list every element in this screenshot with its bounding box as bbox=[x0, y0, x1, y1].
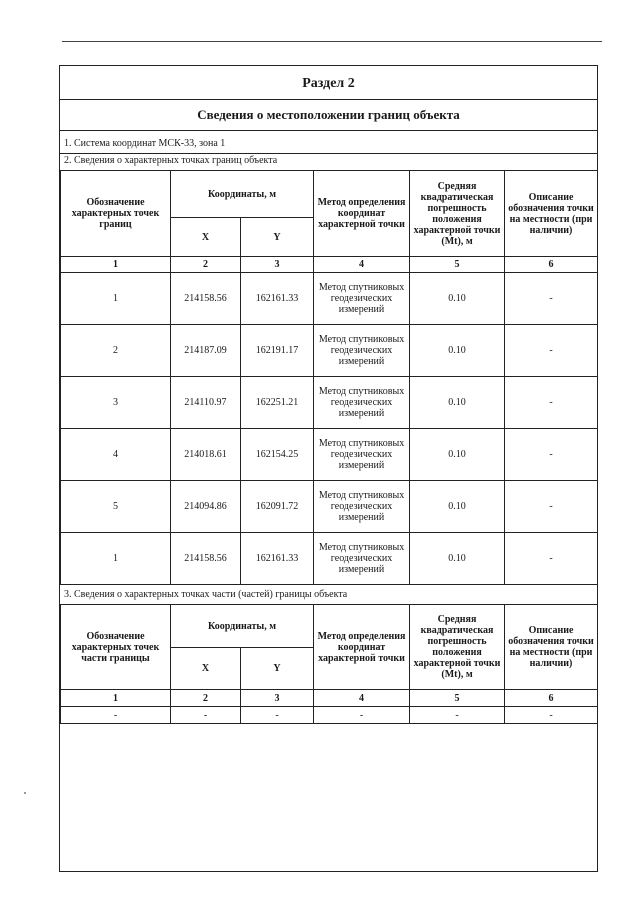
header-coords: Координаты, м bbox=[171, 171, 314, 218]
column-number-row bbox=[61, 257, 598, 273]
column-number: 5 bbox=[410, 690, 505, 707]
table-row bbox=[61, 273, 598, 325]
column-number: 3 bbox=[241, 690, 314, 707]
point-error: 0.10 bbox=[410, 273, 505, 325]
column-number: 6 bbox=[505, 690, 598, 707]
point-method: Метод спутниковых геодезических измерений bbox=[314, 377, 410, 429]
column-number: 1 bbox=[61, 257, 171, 273]
point-method: - bbox=[314, 707, 410, 724]
point-id: 2 bbox=[61, 325, 171, 377]
header-description: Описание обозначения точки на местности (при наличии) bbox=[505, 171, 598, 257]
header-error: Средняя квадратическая погрешность положения характерной точки (Mt), м bbox=[410, 171, 505, 257]
point-description: - bbox=[505, 273, 598, 325]
page-top-rule bbox=[62, 41, 602, 42]
column-number: 5 bbox=[410, 257, 505, 273]
column-number: 6 bbox=[505, 257, 598, 273]
header-designation: Обозначение характерных точек границ bbox=[61, 171, 171, 257]
column-number: 4 bbox=[314, 690, 410, 707]
table-row bbox=[61, 325, 598, 377]
point-id: 1 bbox=[61, 533, 171, 585]
header-method: Метод определения координат характерной точки bbox=[314, 171, 410, 257]
point-x: 214187.09 bbox=[171, 325, 241, 377]
point-y: 162161.33 bbox=[241, 273, 314, 325]
scan-speck bbox=[24, 792, 26, 794]
point-y: 162161.33 bbox=[241, 533, 314, 585]
point-y: 162091.72 bbox=[241, 481, 314, 533]
point-id: 3 bbox=[61, 377, 171, 429]
boundary-points-table bbox=[60, 170, 598, 585]
point-description: - bbox=[505, 377, 598, 429]
divider bbox=[60, 153, 597, 154]
part3-caption: 3. Сведения о характерных точках части (частей) границы объекта bbox=[64, 589, 348, 600]
column-number: 2 bbox=[171, 690, 241, 707]
header-x: X bbox=[171, 648, 241, 690]
point-x: - bbox=[171, 707, 241, 724]
header-x: X bbox=[171, 218, 241, 257]
point-x: 214018.61 bbox=[171, 429, 241, 481]
point-y: - bbox=[241, 707, 314, 724]
point-error: 0.10 bbox=[410, 429, 505, 481]
header-y: Y bbox=[241, 648, 314, 690]
coord-system-line: 1. Система координат МСК-33, зона 1 bbox=[64, 138, 226, 149]
point-error: 0.10 bbox=[410, 481, 505, 533]
point-y: 162154.25 bbox=[241, 429, 314, 481]
point-description: - bbox=[505, 325, 598, 377]
point-error: - bbox=[410, 707, 505, 724]
point-method: Метод спутниковых геодезических измерений bbox=[314, 429, 410, 481]
part-points-table bbox=[60, 604, 598, 724]
column-number: 4 bbox=[314, 257, 410, 273]
table-row bbox=[61, 429, 598, 481]
point-description: - bbox=[505, 481, 598, 533]
point-id: - bbox=[61, 707, 171, 724]
point-error: 0.10 bbox=[410, 325, 505, 377]
column-number-row bbox=[61, 690, 598, 707]
point-x: 214094.86 bbox=[171, 481, 241, 533]
point-description: - bbox=[505, 429, 598, 481]
header-method: Метод определения координат характерной точки bbox=[314, 605, 410, 690]
point-description: - bbox=[505, 533, 598, 585]
divider bbox=[60, 130, 597, 131]
point-error: 0.10 bbox=[410, 533, 505, 585]
point-error: 0.10 bbox=[410, 377, 505, 429]
section-subtitle: Сведения о местоположении границ объекта bbox=[197, 107, 460, 122]
point-y: 162251.21 bbox=[241, 377, 314, 429]
point-y: 162191.17 bbox=[241, 325, 314, 377]
header-designation-part: Обозначение характерных точек части границы bbox=[61, 605, 171, 690]
document-frame bbox=[59, 65, 598, 872]
header-description: Описание обозначения точки на местности (при наличии) bbox=[505, 605, 598, 690]
part2-caption: 2. Сведения о характерных точках границ объекта bbox=[64, 155, 278, 166]
table-row bbox=[61, 481, 598, 533]
header-coords: Координаты, м bbox=[171, 605, 314, 648]
column-number: 2 bbox=[171, 257, 241, 273]
table-row bbox=[61, 377, 598, 429]
section-title: Раздел 2 bbox=[302, 76, 355, 91]
point-id: 4 bbox=[61, 429, 171, 481]
point-description: - bbox=[505, 707, 598, 724]
point-method: Метод спутниковых геодезических измерений bbox=[314, 273, 410, 325]
point-x: 214158.56 bbox=[171, 273, 241, 325]
point-x: 214158.56 bbox=[171, 533, 241, 585]
column-number: 1 bbox=[61, 690, 171, 707]
point-x: 214110.97 bbox=[171, 377, 241, 429]
table-row bbox=[61, 707, 598, 724]
point-method: Метод спутниковых геодезических измерений bbox=[314, 533, 410, 585]
point-id: 1 bbox=[61, 273, 171, 325]
point-method: Метод спутниковых геодезических измерений bbox=[314, 325, 410, 377]
header-y: Y bbox=[241, 218, 314, 257]
divider bbox=[60, 99, 597, 100]
point-method: Метод спутниковых геодезических измерений bbox=[314, 481, 410, 533]
header-error: Средняя квадратическая погрешность положения характерной точки (Mt), м bbox=[410, 605, 505, 690]
table-row bbox=[61, 533, 598, 585]
column-number: 3 bbox=[241, 257, 314, 273]
point-id: 5 bbox=[61, 481, 171, 533]
